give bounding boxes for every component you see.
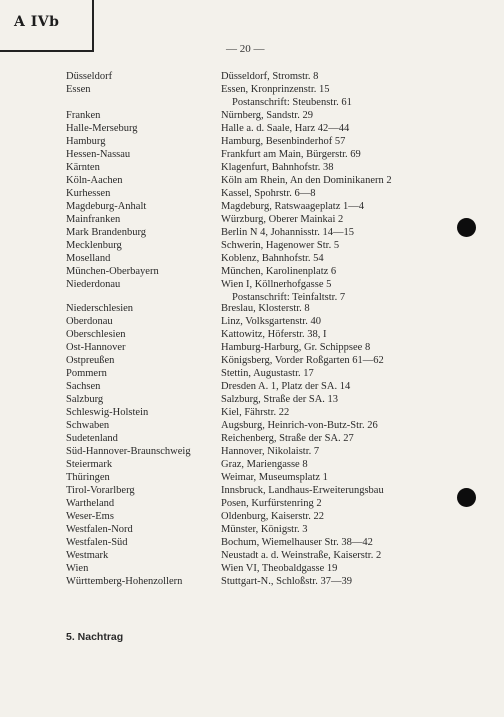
region-name: Hessen-Nassau bbox=[66, 149, 131, 160]
office-address: Neustadt a. d. Weinstraße, Kaiserstr. 2 bbox=[221, 550, 382, 561]
region-name: Ostpreußen bbox=[66, 355, 115, 366]
office-address: Halle a. d. Saale, Harz 42—44 bbox=[221, 123, 350, 134]
region-name: Tirol-Vorarlberg bbox=[66, 485, 135, 496]
region-name: Halle-Merseburg bbox=[66, 123, 138, 134]
list-row bbox=[0, 122, 504, 135]
list-row bbox=[0, 484, 504, 497]
office-address: Reichenberg, Straße der SA. 27 bbox=[221, 433, 354, 444]
region-name: Süd-Hannover-Braunschweig bbox=[66, 446, 191, 457]
office-address: Königsberg, Vorder Roßgarten 61—62 bbox=[221, 355, 384, 366]
region-name: Moselland bbox=[66, 253, 111, 264]
office-address: Augsburg, Heinrich-von-Butz-Str. 26 bbox=[221, 420, 378, 431]
region-name: Pommern bbox=[66, 368, 107, 379]
office-address: Weimar, Museumsplatz 1 bbox=[221, 472, 328, 483]
list-row bbox=[0, 536, 504, 549]
list-row bbox=[0, 432, 504, 445]
office-address: Dresden A. 1, Platz der SA. 14 bbox=[221, 381, 351, 392]
office-address: Münster, Königstr. 3 bbox=[221, 524, 308, 535]
footer-note: 5. Nachtrag bbox=[66, 631, 124, 643]
region-name: Salzburg bbox=[66, 394, 104, 405]
list-row bbox=[0, 354, 504, 367]
region-name: Schleswig-Holstein bbox=[66, 407, 149, 418]
office-address: Posen, Kurfürstenring 2 bbox=[221, 498, 322, 509]
list-row bbox=[0, 135, 504, 148]
list-row bbox=[0, 96, 504, 109]
region-name: Schwaben bbox=[66, 420, 110, 431]
list-row bbox=[0, 419, 504, 432]
region-name: Westfalen-Nord bbox=[66, 524, 133, 535]
list-row bbox=[0, 393, 504, 406]
list-row bbox=[0, 575, 504, 588]
region-name: Köln-Aachen bbox=[66, 175, 123, 186]
list-row bbox=[0, 161, 504, 174]
list-row bbox=[0, 406, 504, 419]
region-name: Niederdonau bbox=[66, 279, 121, 290]
region-name: Mainfranken bbox=[66, 214, 121, 225]
list-row bbox=[0, 70, 504, 83]
office-address: Schwerin, Hagenower Str. 5 bbox=[221, 240, 340, 251]
region-name: Hamburg bbox=[66, 136, 106, 147]
list-row bbox=[0, 265, 504, 278]
list-row bbox=[0, 471, 504, 484]
list-row bbox=[0, 367, 504, 380]
office-address: München, Karolinenplatz 6 bbox=[221, 266, 337, 277]
region-name: Sachsen bbox=[66, 381, 101, 392]
region-name: Franken bbox=[66, 110, 101, 121]
office-address: Essen, Kronprinzenstr. 15 bbox=[221, 84, 330, 95]
office-address: Bochum, Wiemelhauser Str. 38—42 bbox=[221, 537, 373, 548]
list-row bbox=[0, 458, 504, 471]
list-row bbox=[0, 213, 504, 226]
region-name: Weser-Ems bbox=[66, 511, 114, 522]
office-address: Hamburg-Harburg, Gr. Schippsee 8 bbox=[221, 342, 371, 353]
postal-address: Postanschrift: Teinfaltstr. 7 bbox=[232, 292, 346, 303]
list-row bbox=[0, 226, 504, 239]
region-name: Magdeburg-Anhalt bbox=[66, 201, 147, 212]
office-address: Stettin, Augustastr. 17 bbox=[221, 368, 314, 379]
office-address: Klagenfurt, Bahnhofstr. 38 bbox=[221, 162, 334, 173]
region-name: Kärnten bbox=[66, 162, 100, 173]
list-row bbox=[0, 252, 504, 265]
office-address: Berlin N 4, Johannisstr. 14—15 bbox=[221, 227, 354, 238]
list-row bbox=[0, 148, 504, 161]
list-row bbox=[0, 200, 504, 213]
office-address: Würzburg, Oberer Mainkai 2 bbox=[221, 214, 344, 225]
office-address: Koblenz, Bahnhofstr. 54 bbox=[221, 253, 324, 264]
list-row bbox=[0, 302, 504, 315]
region-name: Westmark bbox=[66, 550, 109, 561]
list-row bbox=[0, 109, 504, 122]
list-row bbox=[0, 187, 504, 200]
list-row bbox=[0, 174, 504, 187]
region-name: Thüringen bbox=[66, 472, 110, 483]
office-address: Frankfurt am Main, Bürgerstr. 69 bbox=[221, 149, 361, 160]
region-name: Württemberg-Hohenzollern bbox=[66, 576, 183, 587]
list-row bbox=[0, 549, 504, 562]
list-row bbox=[0, 315, 504, 328]
punch-hole bbox=[457, 488, 476, 507]
region-name: Sudetenland bbox=[66, 433, 118, 444]
section-label-box bbox=[0, 0, 94, 52]
office-address: Magdeburg, Ratswaageplatz 1—4 bbox=[221, 201, 364, 212]
list-row bbox=[0, 341, 504, 354]
office-address: Hannover, Nikolaistr. 7 bbox=[221, 446, 320, 457]
region-name: Oberschlesien bbox=[66, 329, 126, 340]
office-address: Breslau, Klosterstr. 8 bbox=[221, 303, 310, 314]
office-address: Oldenburg, Kaiserstr. 22 bbox=[221, 511, 325, 522]
region-name: Steiermark bbox=[66, 459, 113, 470]
office-address: Köln am Rhein, An den Dominikanern 2 bbox=[221, 175, 392, 186]
section-label: A IVb bbox=[14, 14, 60, 30]
office-address: Kattowitz, Höferstr. 38, I bbox=[221, 329, 327, 340]
list-row bbox=[0, 380, 504, 393]
office-address: Innsbruck, Landhaus-Erweiterungsbau bbox=[221, 485, 384, 496]
region-name: München-Oberbayern bbox=[66, 266, 159, 277]
region-name: Mecklenburg bbox=[66, 240, 122, 251]
list-row bbox=[0, 497, 504, 510]
list-row bbox=[0, 510, 504, 523]
list-row bbox=[0, 445, 504, 458]
office-address: Nürnberg, Sandstr. 29 bbox=[221, 110, 313, 121]
office-address: Kassel, Spohrstr. 6—8 bbox=[221, 188, 316, 199]
office-address: Wien VI, Theobaldgasse 19 bbox=[221, 563, 338, 574]
office-address: Stuttgart-N., Schloßstr. 37—39 bbox=[221, 576, 352, 587]
list-row bbox=[0, 83, 504, 96]
office-address: Düsseldorf, Stromstr. 8 bbox=[221, 71, 319, 82]
region-name: Düsseldorf bbox=[66, 71, 113, 82]
region-name: Wien bbox=[66, 563, 89, 574]
postal-address: Postanschrift: Steubenstr. 61 bbox=[232, 97, 352, 108]
list-row bbox=[0, 523, 504, 536]
office-address: Wien I, Köllnerhofgasse 5 bbox=[221, 279, 332, 290]
list-row bbox=[0, 562, 504, 575]
list-row bbox=[0, 278, 504, 291]
region-name: Westfalen-Süd bbox=[66, 537, 128, 548]
region-name: Wartheland bbox=[66, 498, 115, 509]
office-address: Salzburg, Straße der SA. 13 bbox=[221, 394, 339, 405]
region-name: Niederschlesien bbox=[66, 303, 134, 314]
region-name: Ost-Hannover bbox=[66, 342, 126, 353]
region-name: Oberdonau bbox=[66, 316, 113, 327]
region-name: Kurhessen bbox=[66, 188, 111, 199]
punch-hole bbox=[457, 218, 476, 237]
office-address: Linz, Volksgartenstr. 40 bbox=[221, 316, 321, 327]
office-address: Kiel, Fährstr. 22 bbox=[221, 407, 290, 418]
office-address: Hamburg, Besenbinderhof 57 bbox=[221, 136, 346, 147]
office-address: Graz, Mariengasse 8 bbox=[221, 459, 308, 470]
list-row bbox=[0, 239, 504, 252]
list-row bbox=[0, 328, 504, 341]
region-name: Mark Brandenburg bbox=[66, 227, 146, 238]
region-name: Essen bbox=[66, 84, 91, 95]
page-number: — 20 — bbox=[226, 43, 265, 55]
